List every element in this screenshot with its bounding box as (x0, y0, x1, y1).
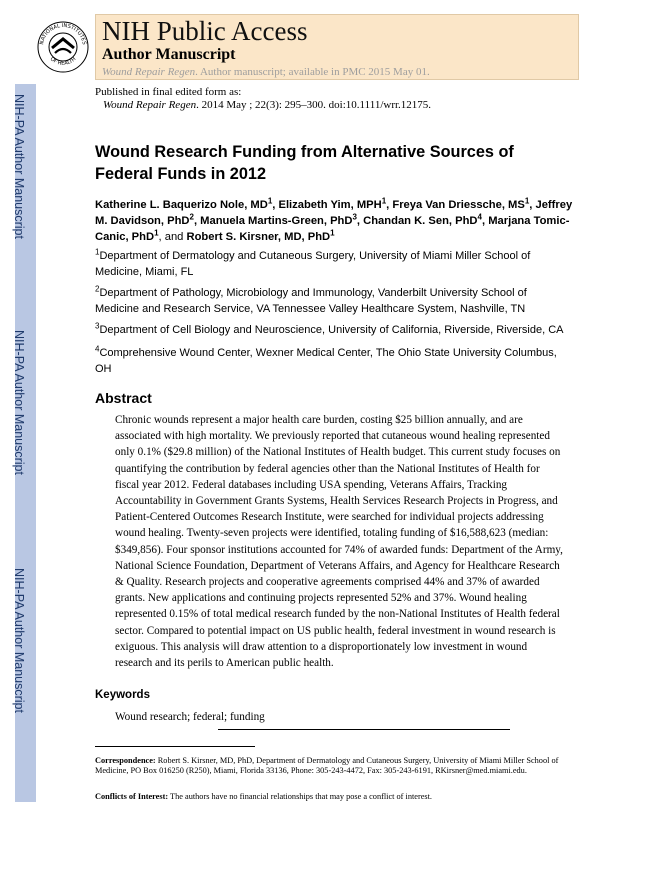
affiliation-2-text: Department of Pathology, Microbiology and Immunology, Vanderbilt University School of Medicine and Research Service, VA Tennessee Valley Healthcare System, Nashville, TN (95, 287, 527, 315)
conflicts-text: The authors have no financial relationships that may pose a conflict of interest. (168, 792, 433, 801)
header-note-rest: . Author manuscript; available in PMC 2015 May 01. (195, 66, 430, 78)
author-separator: , and (158, 231, 187, 243)
affiliation-1-text: Department of Dermatology and Cutaneous Surgery, University of Miami Miller School of Medicine, Miami, FL (95, 250, 531, 278)
author-name: Marjana Tomic-Canic, PhD (95, 215, 570, 243)
keywords-heading: Keywords (95, 689, 150, 701)
abstract-text: Chronic wounds represent a major health care burden, costing $25 billion annually, and are associated with high mortality. We previously reported that cutaneous wound healing represented only 0.1% ($29.8 million) of the National Institutes of Health budget. This current study focuses on quantifying the contribution by federal agencies other than the National Institutes of Health for fiscal year 2012. Federal databases including USA spending, Veterans Affairs, Tracking Accountability in Government Grants Systems, Health Services Research Projects in Progress, and Patient-Centered Outcomes Research Institute, were searched for individual projects addressing wound healing. Twenty-seven projects were identified, totaling funding of $16,588,623 (median: $349,856). Four sponsor institutions accounted for 74% of awarded funds: Department of the Army, National Science Foundation, Department of Veterans Affairs, and Agency for Healthcare Research & Quality. Research projects and cooperative agreements comprised 44% and 37% of awarded grants. New applications and continuing projects represented 52% and 37%. Wound healing represented 0.15% of total medical research funded by the non-National Institutes of Health federal sector. Compared to potential impact on US public health, federal investment in wound research is exiguous. This analysis will draw attention to a disproportionately low investment in wound research and its perils to American public health. (115, 414, 563, 670)
affiliation-1 (95, 248, 573, 280)
citation-details: . 2014 May ; 22(3): 295–300. doi:10.1111/wrr.12175. (196, 99, 432, 111)
author-name: Jeffrey M. Davidson, PhD (95, 199, 573, 227)
header-subtitle: Author Manuscript (102, 46, 236, 63)
correspondence-label: Correspondence: (95, 756, 156, 765)
conflicts-label: Conflicts of Interest: (95, 792, 169, 801)
author-separator: , (272, 199, 279, 211)
section-divider (218, 729, 510, 730)
published-line: Published in final edited form as: (95, 86, 242, 98)
affiliation-3-num: 3 (95, 321, 100, 331)
author-name: Robert S. Kirsner, MD, PhD (186, 231, 331, 243)
author-affiliation-mark: 1 (267, 196, 273, 206)
affiliation-4-num: 4 (95, 344, 100, 354)
citation-journal: Wound Repair Regen (103, 99, 197, 111)
affiliation-2 (95, 285, 573, 317)
affiliation-3-text: Department of Cell Biology and Neuroscience, University of California, Riverside, Riverside, CA (99, 324, 564, 336)
author-separator: , (356, 215, 364, 227)
logo-text-bottom: OF HEALTH (48, 56, 78, 67)
author-name: Chandan K. Sen, PhD (363, 215, 478, 227)
author-affiliation-mark: 1 (381, 196, 387, 206)
author-affiliation-mark: 1 (330, 228, 335, 238)
affiliation-4 (95, 345, 573, 377)
author-affiliation-mark: 3 (352, 212, 357, 222)
author-affiliation-mark: 1 (524, 196, 530, 206)
author-affiliation-mark: 2 (189, 212, 194, 222)
author-separator: , (193, 215, 201, 227)
header-note (102, 66, 430, 78)
correspondence-text: Robert S. Kirsner, MD, PhD, Department of Dermatology and Cutaneous Surgery, University of Miami Miller School of Medicine, PO Box 016250 (R250), Miami, Florida 33136, Phone: 305-243-4472, Fax: 305-243-6191, RKirsner@med.miami.edu. (95, 756, 559, 775)
keywords-text: Wound research; federal; funding (115, 711, 265, 723)
abstract-heading: Abstract (95, 390, 152, 406)
author-name: Manuela Martins-Green, PhD (200, 215, 353, 227)
author-name: Freya Van Driessche, MS (392, 199, 525, 211)
logo-text-top: NATIONAL INSTITUTES (39, 22, 87, 46)
author-affiliation-mark: 1 (154, 228, 159, 238)
side-label-2: NIH-PA Author Manuscript (12, 330, 26, 475)
article-title: Wound Research Funding from Alternative Sources of Federal Funds in 2012 (95, 143, 514, 183)
author-list (95, 197, 573, 245)
affiliation-3 (95, 322, 573, 338)
author-name: Katherine L. Baquerizo Nole, MD (95, 199, 268, 211)
author-affiliation-mark: 4 (477, 212, 482, 222)
citation-line (103, 99, 431, 111)
affiliation-1-num: 1 (95, 247, 100, 257)
conflicts-note (95, 792, 565, 802)
header-note-journal: Wound Repair Regen (102, 66, 196, 78)
side-label-3: NIH-PA Author Manuscript (12, 568, 26, 713)
affiliation-2-num: 2 (95, 284, 100, 294)
nih-logo (35, 15, 91, 75)
affiliation-4-text: Comprehensive Wound Center, Wexner Medical Center, The Ohio State University Columbus, OH (95, 347, 557, 375)
author-separator: , (529, 199, 536, 211)
author-separator: , (481, 215, 489, 227)
side-label-1: NIH-PA Author Manuscript (12, 94, 26, 239)
correspondence-note (95, 756, 565, 776)
header-title: NIH Public Access (102, 16, 308, 46)
footnote-rule (95, 746, 255, 747)
author-separator: , (386, 199, 393, 211)
author-name: Elizabeth Yim, MPH (278, 199, 382, 211)
